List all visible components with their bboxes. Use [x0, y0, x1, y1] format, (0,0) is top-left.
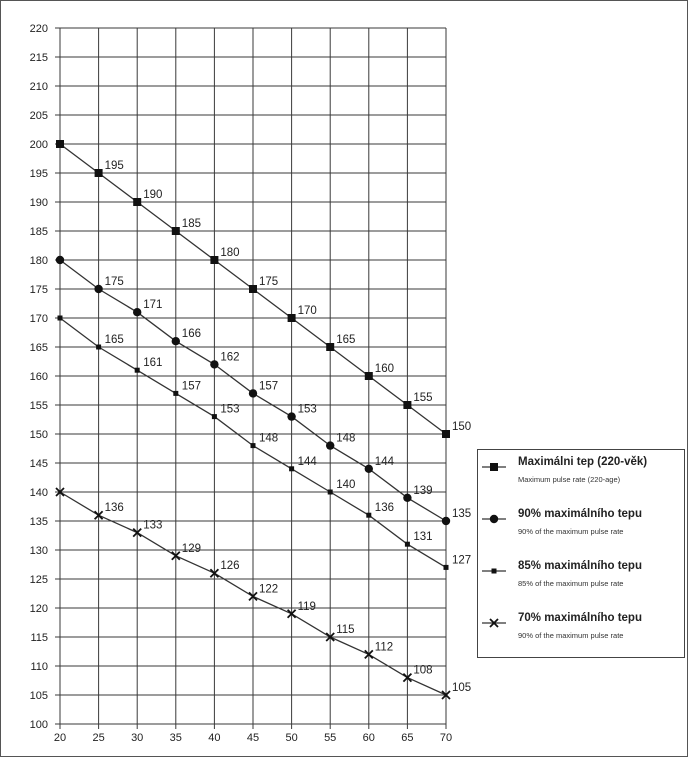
y-tick-label: 155 — [29, 400, 48, 412]
data-label: 161 — [143, 357, 163, 370]
data-point-square — [403, 401, 411, 409]
data-point-small-square — [289, 466, 294, 471]
x-tick-label: 45 — [246, 732, 260, 744]
data-label: 165 — [336, 334, 356, 346]
legend-circle-marker-icon — [482, 512, 506, 526]
data-point-circle — [210, 360, 218, 368]
data-point-square — [365, 372, 373, 380]
data-point-small-square — [135, 368, 140, 373]
y-tick-label: 105 — [29, 690, 48, 702]
grid — [55, 28, 446, 729]
legend-title: 90% maximálního tepu — [518, 508, 642, 520]
data-label: 144 — [297, 455, 317, 468]
data-point-circle — [287, 412, 295, 420]
data-label: 175 — [259, 276, 279, 288]
data-label: 140 — [336, 479, 356, 491]
data-label: 162 — [220, 351, 240, 364]
x-tick-label: 55 — [324, 732, 337, 744]
y-tick-label: 190 — [29, 197, 48, 209]
series-small-square — [58, 316, 472, 573]
data-point-square — [210, 256, 218, 264]
y-tick-label: 130 — [29, 545, 48, 557]
x-tick-label: 70 — [439, 732, 453, 744]
y-tick-label: 115 — [30, 632, 48, 644]
data-label: 150 — [452, 421, 472, 433]
x-tick-label: 25 — [92, 732, 105, 744]
series-x — [56, 488, 471, 699]
data-point-square — [95, 169, 103, 177]
data-label: 195 — [104, 160, 124, 172]
data-label: 127 — [452, 554, 472, 567]
data-point-circle — [94, 285, 102, 293]
data-label: 119 — [297, 600, 316, 613]
data-label: 122 — [259, 583, 279, 596]
data-label: 136 — [374, 502, 394, 515]
data-point-square — [56, 140, 64, 148]
data-point-small-square — [405, 542, 410, 547]
data-label: 108 — [413, 664, 433, 677]
legend-item-90 — [478, 506, 684, 550]
data-label: 148 — [336, 432, 356, 445]
data-label: 139 — [413, 484, 433, 497]
x-tick-label: 50 — [285, 732, 298, 744]
legend-title: Maximálni tep (220-věk) — [518, 456, 648, 468]
y-tick-label: 205 — [29, 110, 48, 122]
data-label: 136 — [104, 502, 124, 515]
series-layer — [56, 140, 471, 699]
data-label: 165 — [104, 334, 124, 346]
y-tick-label: 210 — [29, 81, 48, 93]
data-label: 129 — [181, 542, 201, 555]
x-tick-label: 20 — [53, 732, 67, 744]
x-tick-label: 60 — [362, 732, 375, 744]
y-tick-label: 140 — [29, 487, 48, 499]
data-label: 166 — [181, 328, 201, 341]
data-label: 171 — [143, 299, 163, 312]
data-point-square — [133, 198, 141, 206]
data-point-small-square — [58, 316, 63, 321]
data-label: 180 — [220, 247, 240, 259]
data-point-circle — [249, 389, 257, 397]
legend-x-marker-icon — [482, 616, 506, 630]
data-point-circle — [403, 494, 411, 502]
y-tick-label: 120 — [29, 603, 48, 615]
data-label: 170 — [297, 305, 317, 317]
legend-subtitle: Maximum pulse rate (220-age) — [518, 475, 621, 484]
data-point-circle — [133, 308, 141, 316]
data-label: 155 — [413, 392, 433, 404]
y-tick-label: 165 — [29, 342, 48, 354]
y-tick-label: 125 — [29, 574, 48, 586]
y-tick-label: 180 — [29, 255, 48, 267]
data-point-small-square — [328, 490, 333, 495]
y-tick-label: 170 — [29, 313, 48, 325]
data-label: 157 — [259, 380, 279, 393]
x-tick-label: 30 — [131, 732, 144, 744]
x-tick-label: 35 — [169, 732, 182, 744]
data-label: 133 — [143, 519, 163, 532]
data-point-small-square — [96, 345, 101, 350]
y-tick-label: 195 — [29, 168, 48, 180]
data-label: 135 — [452, 508, 472, 520]
y-tick-label: 220 — [29, 23, 48, 35]
data-point-square — [249, 285, 257, 293]
data-label: 115 — [336, 624, 355, 636]
data-point-square — [288, 314, 296, 322]
y-tick-label: 145 — [29, 458, 48, 470]
data-point-circle — [56, 256, 64, 264]
data-label: 112 — [374, 641, 394, 654]
legend-square-marker-icon — [482, 460, 506, 474]
data-label: 190 — [143, 189, 163, 201]
data-point-small-square — [212, 414, 217, 419]
x-tick-label: 40 — [208, 732, 221, 744]
data-label: 105 — [452, 682, 472, 694]
data-label: 175 — [104, 276, 124, 288]
data-point-small-square — [173, 391, 178, 396]
data-label: 153 — [220, 403, 240, 416]
data-point-circle — [172, 337, 180, 345]
y-tick-label: 200 — [29, 139, 48, 151]
legend-small-square-marker-icon — [482, 564, 506, 578]
legend-item-70 — [478, 610, 684, 654]
data-label: 153 — [297, 403, 317, 416]
legend-subtitle: 90% of the maximum pulse rate — [518, 631, 624, 640]
y-tick-label: 110 — [30, 661, 48, 673]
data-point-circle — [442, 517, 450, 525]
legend-item-max — [478, 454, 684, 498]
data-label: 144 — [374, 455, 394, 468]
data-point-circle — [365, 465, 373, 473]
legend-title: 70% maximálního tepu — [518, 612, 642, 624]
y-tick-label: 160 — [29, 371, 48, 383]
legend-item-85 — [478, 558, 684, 602]
legend — [477, 449, 685, 658]
data-label: 157 — [181, 380, 201, 393]
data-label: 148 — [259, 432, 279, 445]
data-point-square — [326, 343, 334, 351]
data-label: 185 — [181, 218, 201, 230]
y-tick-label: 175 — [29, 284, 48, 296]
data-point-small-square — [366, 513, 371, 518]
x-tick-label: 65 — [401, 732, 414, 744]
y-tick-label: 150 — [29, 429, 48, 441]
y-tick-label: 215 — [29, 52, 48, 64]
data-label: 126 — [220, 560, 240, 573]
data-point-circle — [326, 441, 334, 449]
legend-subtitle: 85% of the maximum pulse rate — [518, 579, 624, 588]
data-label: 131 — [413, 531, 433, 544]
data-point-small-square — [251, 443, 256, 448]
y-tick-label: 185 — [29, 226, 48, 238]
data-point-small-square — [444, 565, 449, 570]
data-point-square — [172, 227, 180, 235]
y-tick-label: 100 — [29, 719, 48, 731]
legend-title: 85% maximálního tepu — [518, 560, 642, 572]
data-label: 160 — [374, 363, 394, 375]
data-point-square — [442, 430, 450, 438]
legend-subtitle: 90% of the maximum pulse rate — [518, 527, 624, 536]
y-tick-label: 135 — [29, 516, 48, 528]
